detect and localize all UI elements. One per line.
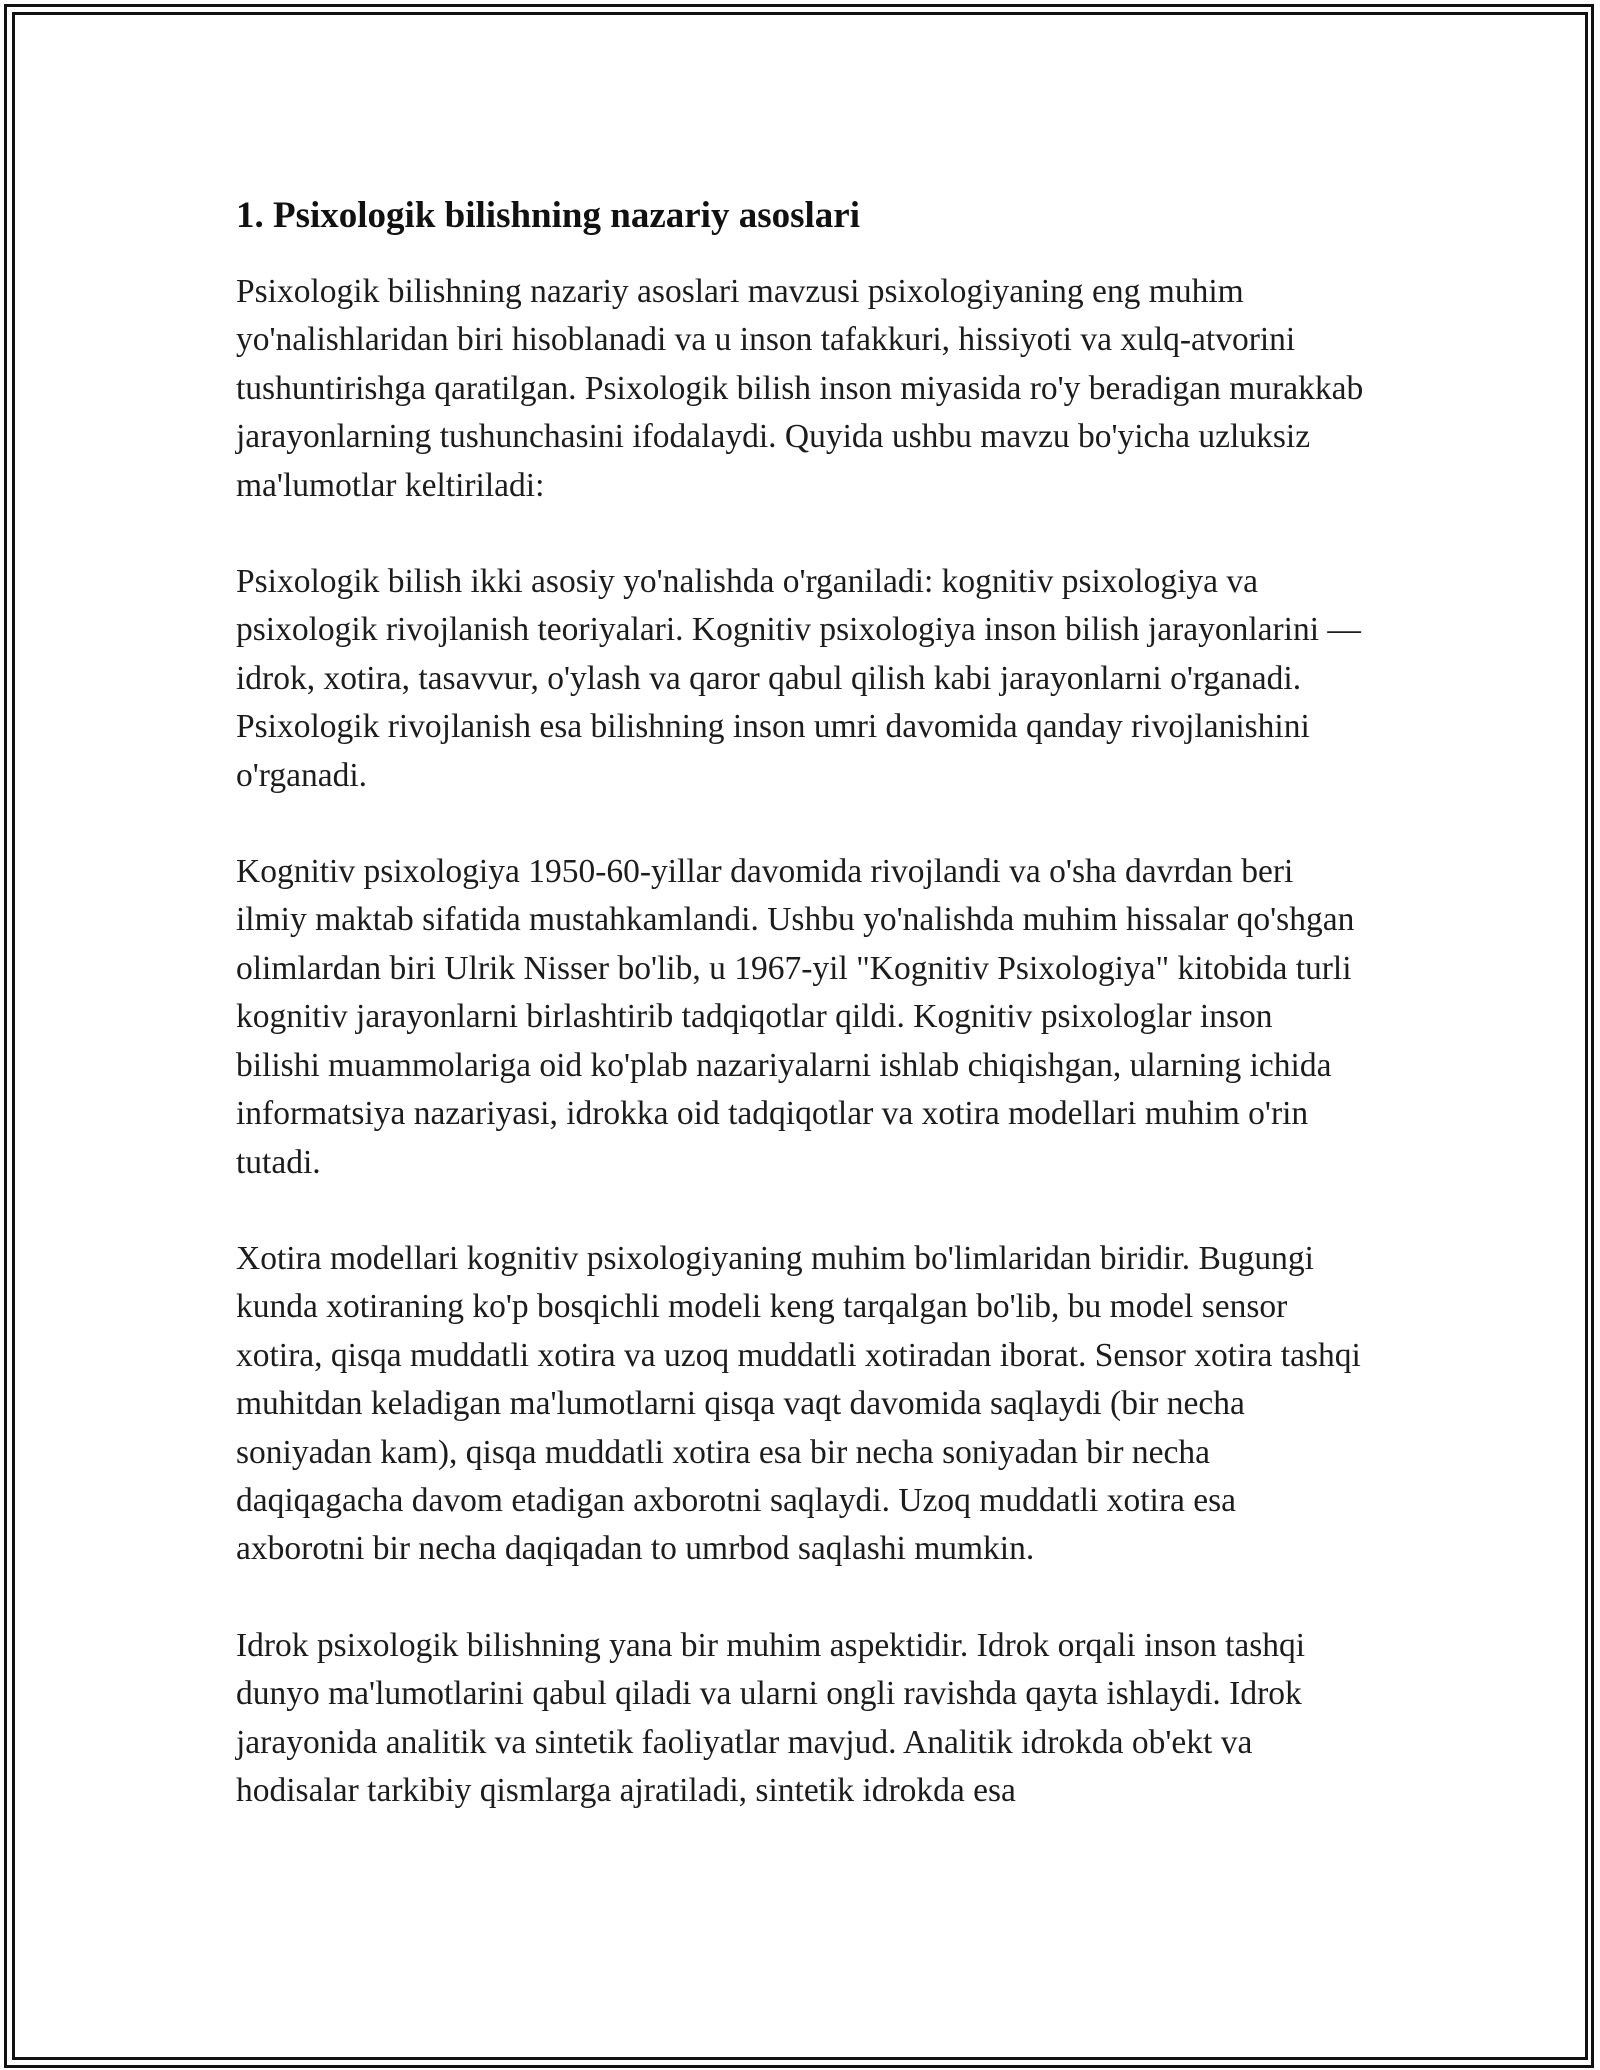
paragraph-directions: Psixologik bilish ikki asosiy yo'nalishda o'rganiladi: kognitiv psixologiya va psixologik rivojlanish teoriyalari. Kognitiv psixologiya inson bilish jarayonlarini — idrok, xotira, tasavvur, o'ylash va qaror qabul qilish kabi jarayonlarni o'rganadi. Psixologik rivojlanish esa bilishning inson umri davomida qanday rivojlanishini o'rganadi. bbox=[236, 563, 1361, 794]
section-heading: 1. Psixologik bilishning nazariy asoslari bbox=[236, 195, 860, 236]
paragraph-memory-models: Xotira modellari kognitiv psixologiyaning muhim bo'limlaridan biridir. Bugungi kunda xotiraning ko'p bosqichli modeli keng tarqalgan bo'lib, bu model sensor xotira, qisqa muddatli xotira va uzoq muddatli xotiradan iborat. Sensor xotira tashqi muhitdan keladigan ma'lumotlarni qisqa vaqt davomida saqlaydi (bir necha soniyadan kam), qisqa muddatli xotira esa bir necha soniyadan bir necha daqiqagacha davom etadigan axborotni saqlaydi. Uzoq muddatli xotira esa axborotni bir necha daqiqadan to umrbod saqlashi mumkin. bbox=[236, 1239, 1361, 1568]
document-body bbox=[236, 188, 1364, 1863]
paragraph-cognitive-history: Kognitiv psixologiya 1950-60-yillar davomida rivojlandi va o'sha davrdan beri ilmiy maktab sifatida mustahkamlandi. Ushbu yo'nalishda muhim hissalar qo'shgan olimlardan biri Ulrik Nisser bo'lib, u 1967-yil "Kognitiv Psixologiya" kitobida turli kognitiv jarayonlarni birlashtirib tadqiqotlar qildi. Kognitiv psixologlar inson bilishi muammolariga oid ko'plab nazariyalarni ishlab chiqishgan, ularning ichida informatsiya nazariyasi, idrokka oid tadqiqotlar va xotira modellari muhim o'rin tutadi. bbox=[236, 853, 1355, 1181]
paragraph-perception: Idrok psixologik bilishning yana bir muhim aspektidir. Idrok orqali inson tashqi dunyo ma'lumotlarini qabul qiladi va ularni ongli ravishda qayta ishlaydi. Idrok jarayonida analitik va sintetik faoliyatlar mavjud. Analitik idrokda ob'ekt va hodisalar tarkibiy qismlarga ajratiladi, sintetik idrokda esa bbox=[236, 1626, 1306, 1809]
paragraph-intro: Psixologik bilishning nazariy asoslari mavzusi psixologiyaning eng muhim yo'nalishlaridan biri hisoblanadi va u inson tafakkuri, hissiyoti va xulq-atvorini tushuntirishga qaratilgan. Psixologik bilish inson miyasida ro'y beradigan murakkab jarayonlarning tushunchasini ifodalaydi. Quyida ushbu mavzu bo'yicha uzluksiz ma'lumotlar keltiriladi: bbox=[236, 273, 1364, 504]
